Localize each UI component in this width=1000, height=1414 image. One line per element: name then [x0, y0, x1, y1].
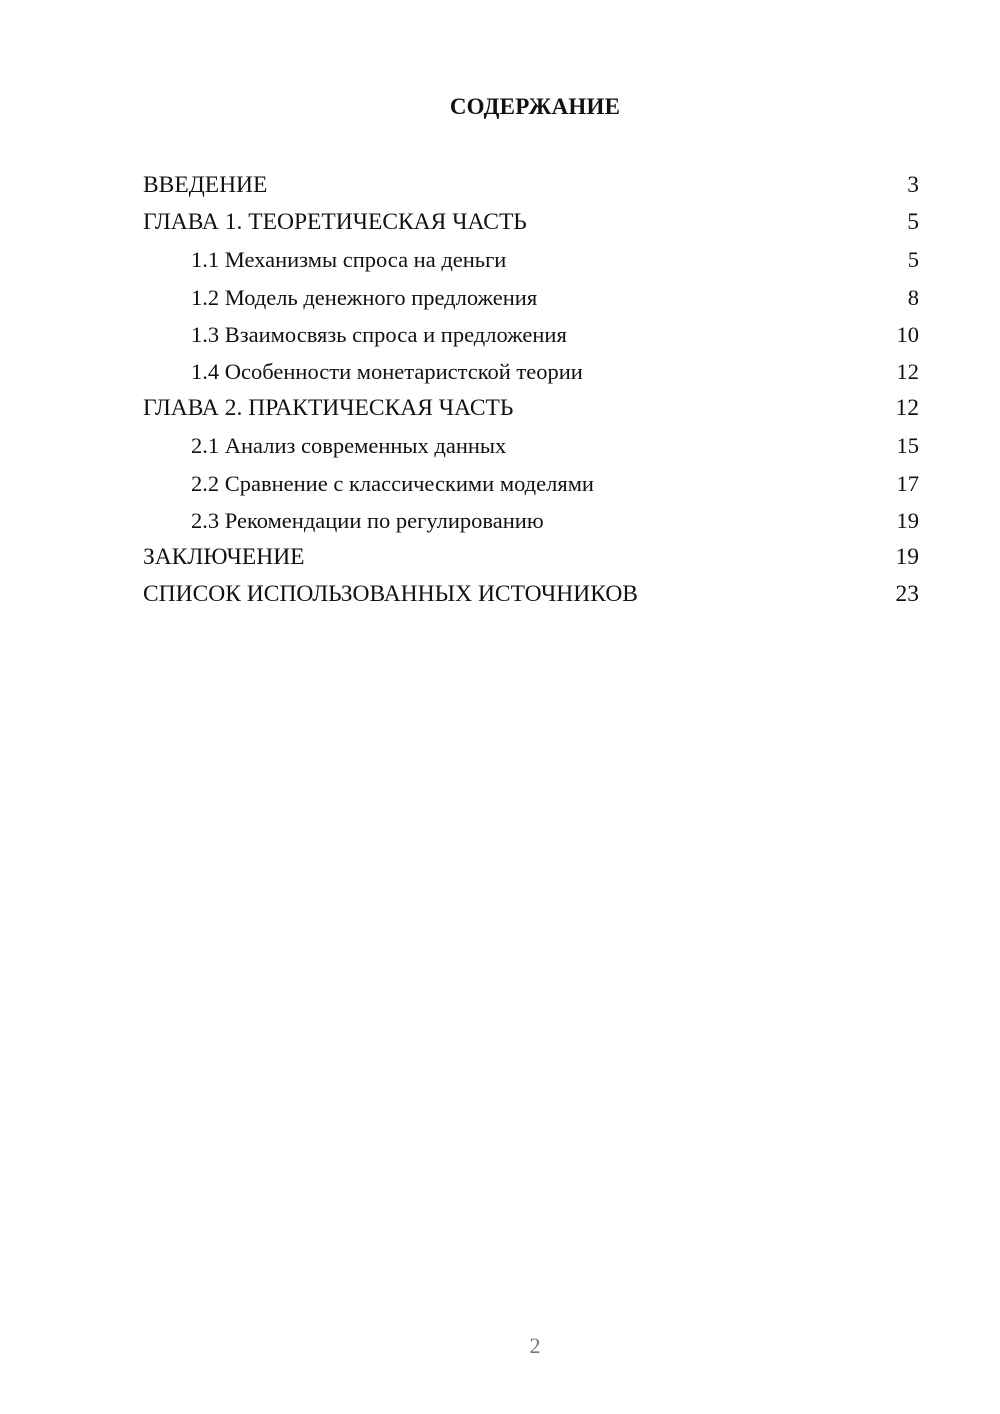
toc-entry-label: СПИСОК ИСПОЛЬЗОВАННЫХ ИСТОЧНИКОВ: [143, 581, 638, 608]
toc-entry-section-2-2[interactable]: [143, 465, 919, 502]
toc-entry-label: ГЛАВА 1. ТЕОРЕТИЧЕСКАЯ ЧАСТЬ: [143, 209, 527, 236]
toc-entry-label: ЗАКЛЮЧЕНИЕ: [143, 543, 305, 570]
toc-title: СОДЕРЖАНИЕ: [449, 94, 621, 119]
toc-entry-section-1-3[interactable]: [143, 316, 919, 353]
toc-entry-page: 19: [896, 507, 919, 533]
toc-entry-page: 17: [896, 470, 919, 496]
toc-entry-page: 3: [907, 172, 919, 198]
toc-entry-page: 12: [895, 395, 919, 422]
toc-entry-conclusion[interactable]: [143, 539, 919, 576]
toc-entry-section-1-1[interactable]: [143, 241, 919, 278]
toc-entry-label: ГЛАВА 2. ПРАКТИЧЕСКАЯ ЧАСТЬ: [143, 395, 514, 422]
page-number: 2: [529, 1333, 541, 1358]
toc-entry-page: 5: [907, 247, 919, 273]
toc-entry-label: 1.4 Особенности монетаристской теории: [191, 358, 583, 384]
toc-entry-section-1-2[interactable]: [143, 279, 919, 316]
toc-entry-chapter-1[interactable]: [143, 204, 919, 241]
toc-entry-references[interactable]: [143, 576, 919, 613]
toc-entry-page: 12: [896, 358, 919, 384]
toc-entry-section-2-3[interactable]: [143, 502, 919, 539]
toc-entry-label: 2.3 Рекомендации по регулированию: [191, 507, 544, 533]
toc-entry-page: 10: [896, 321, 919, 347]
toc-entry-label: ВВЕДЕНИЕ: [143, 172, 268, 198]
toc-entry-label: 2.1 Анализ современных данных: [191, 433, 507, 459]
toc-entry-page: 19: [895, 543, 919, 570]
toc-entry-page: 5: [907, 209, 919, 236]
table-of-contents: [143, 167, 919, 613]
toc-entry-page: 15: [896, 433, 919, 459]
toc-entry-label: 1.3 Взаимосвязь спроса и предложения: [191, 321, 567, 347]
toc-entry-introduction[interactable]: [143, 167, 919, 204]
toc-entry-section-1-4[interactable]: [143, 353, 919, 390]
toc-entry-chapter-2[interactable]: [143, 390, 919, 427]
toc-entry-label: 1.2 Модель денежного предложения: [191, 284, 538, 310]
toc-entry-page: 8: [907, 284, 919, 310]
toc-entry-label: 1.1 Механизмы спроса на деньги: [191, 247, 507, 273]
toc-entry-page: 23: [895, 581, 919, 608]
toc-entry-label: 2.2 Сравнение с классическими моделями: [191, 470, 594, 496]
toc-entry-section-2-1[interactable]: [143, 427, 919, 464]
